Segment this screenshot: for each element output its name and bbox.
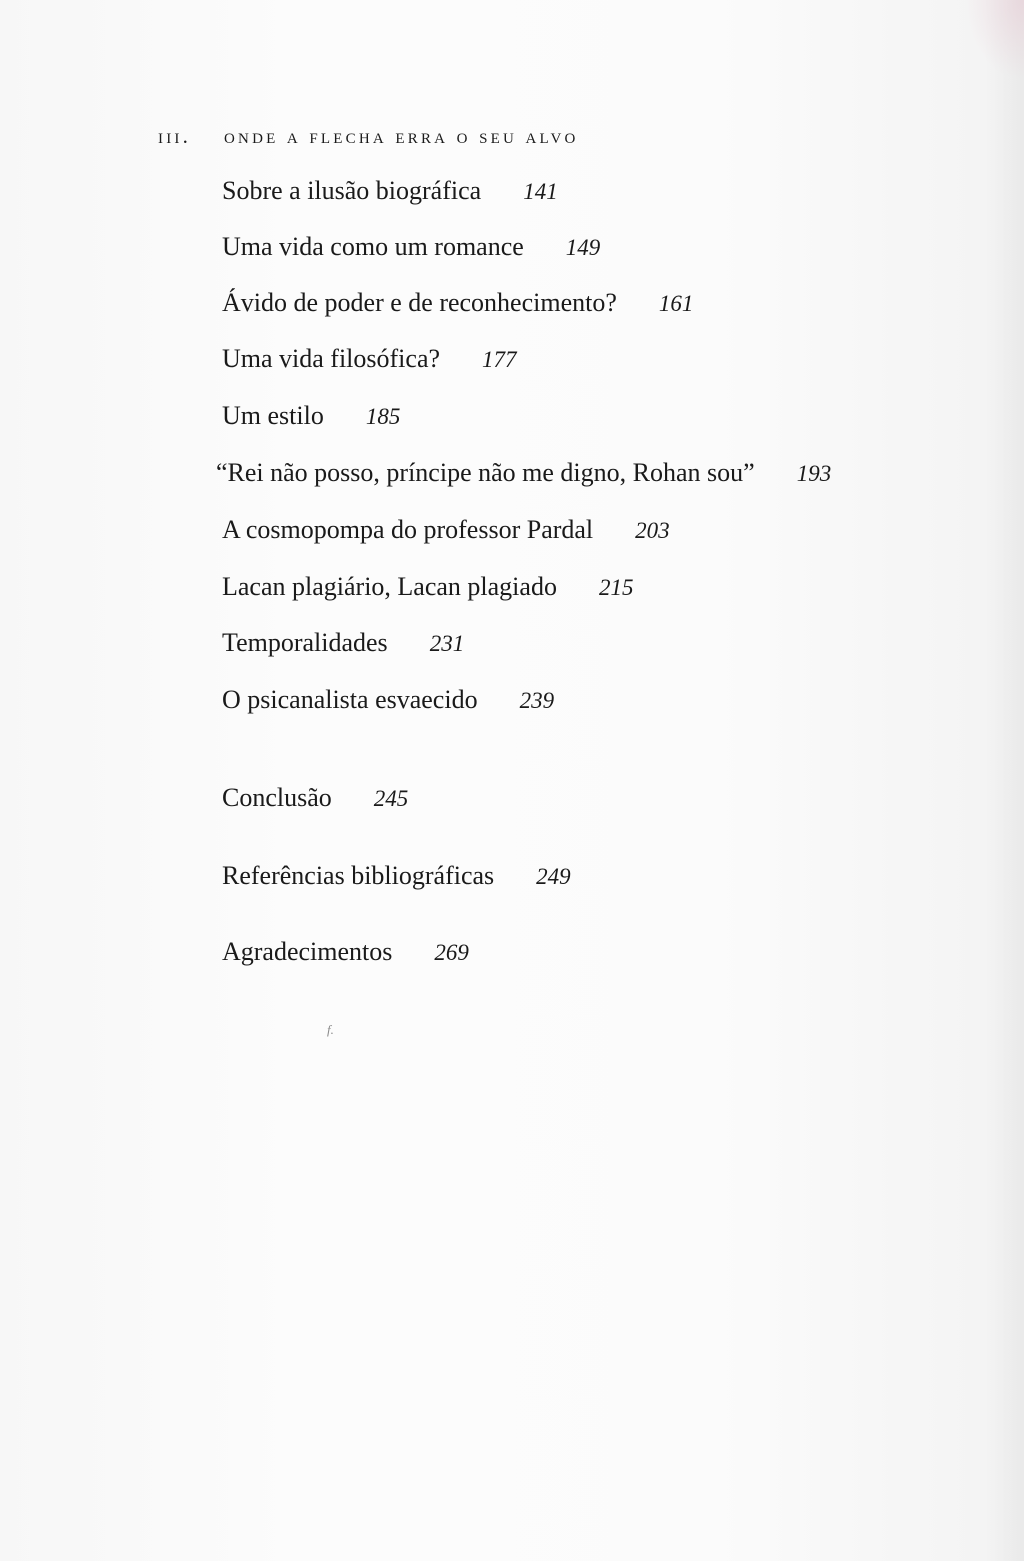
toc-entry-title: Temporalidades xyxy=(222,628,388,657)
toc-entry xyxy=(222,232,600,263)
back-matter-page: 269 xyxy=(434,940,469,965)
toc-entry-title: Um estilo xyxy=(222,401,324,430)
toc-entry xyxy=(222,628,464,659)
back-matter-title: Conclusão xyxy=(222,783,332,812)
toc-entry-page: 177 xyxy=(482,347,517,372)
stray-mark: f. xyxy=(327,1022,334,1037)
toc-entry-page: 185 xyxy=(365,404,401,429)
back-matter-page: 249 xyxy=(536,864,571,889)
section-numeral: iii. xyxy=(158,124,192,148)
page-edge-shadow xyxy=(984,0,1024,1561)
toc-entry-title: “Rei não posso, príncipe não me digno, Rohan sou” xyxy=(216,458,755,487)
toc-entry xyxy=(216,458,831,489)
toc-entry xyxy=(222,515,670,546)
back-matter-entry xyxy=(222,937,469,968)
toc-entry-page: 193 xyxy=(796,461,832,486)
toc-entry xyxy=(222,344,517,375)
toc-entry-page: 231 xyxy=(429,631,465,656)
toc-entry xyxy=(222,401,400,432)
page-corner-tint xyxy=(964,0,1024,80)
back-matter-title: Agradecimentos xyxy=(222,937,393,966)
toc-entry-title: O psicanalista esvaecido xyxy=(222,685,478,714)
toc-entry-page: 239 xyxy=(519,688,555,713)
toc-entry xyxy=(222,685,554,716)
back-matter-entry xyxy=(222,861,571,892)
toc-entry-title: Sobre a ilusão biográfica xyxy=(222,176,482,205)
toc-entry xyxy=(222,176,558,207)
back-matter-title: Referências bibliográficas xyxy=(222,861,495,890)
toc-entry-title: Ávido de poder e de reconhecimento? xyxy=(222,288,617,317)
toc-entry-page: 161 xyxy=(658,291,694,316)
toc-entry-title: Uma vida filosófica? xyxy=(222,344,441,373)
toc-entry-title: Lacan plagiário, Lacan plagiado xyxy=(222,572,557,601)
toc-entry-title: A cosmopompa do professor Pardal xyxy=(222,515,594,544)
toc-entry-page: 149 xyxy=(565,235,601,260)
back-matter-page: 245 xyxy=(373,786,409,811)
toc-entry xyxy=(222,572,633,603)
toc-entry-page: 215 xyxy=(598,575,634,600)
toc-entry-title: Uma vida como um romance xyxy=(222,232,524,261)
section-title: onde a flecha erra o seu alvo xyxy=(224,124,579,148)
toc-entry-page: 203 xyxy=(635,518,670,543)
section-heading xyxy=(158,124,579,149)
toc-entry-page: 141 xyxy=(523,179,558,204)
back-matter-entry xyxy=(222,783,408,814)
toc-entry xyxy=(222,288,693,319)
